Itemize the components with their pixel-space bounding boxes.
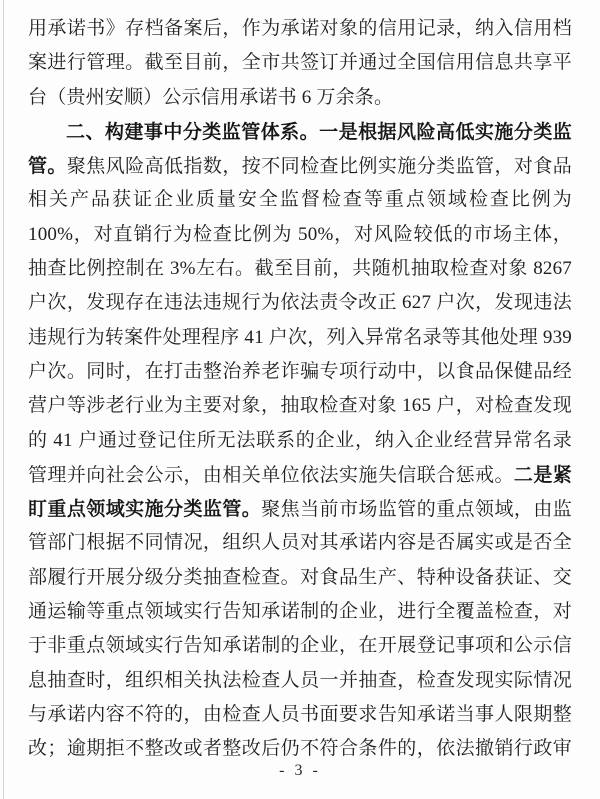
body-text: 户次。同时，在打击整治养老诈骗专项行动中，以食品保健品经: [28, 360, 572, 382]
text-line: [28, 81, 572, 115]
text-line: [28, 424, 572, 458]
body-text: 违规行为转案件处理程序 41 户次，列入异常名录等其他处理 939: [28, 326, 572, 348]
page-number: - 3 -: [279, 762, 321, 779]
body-text: 相关产品获证企业质量安全监督检查等重点领域检查比例为: [28, 189, 572, 211]
body-text: 通运输等重点领域实行告知承诺制的企业，进行全覆盖检查，对: [28, 601, 572, 623]
text-line: [28, 698, 572, 732]
body-text: 改；逾期拒不整改或者整改后仍不符合条件的，依法撤销行政审: [28, 738, 572, 760]
body-text: 的 41 户通过登记住所无法联系的企业，纳入企业经营异常名录: [28, 429, 572, 451]
body-text: 管部门根据不同情况，组织人员对其承诺内容是否属实或是否全: [28, 532, 572, 554]
body-text: 聚焦当前市场监管的重点领域，由监: [261, 499, 573, 521]
text-line: [28, 389, 572, 423]
text-line: [28, 183, 572, 217]
body-text: 用承诺书》存档备案后，作为承诺对象的信用记录，纳入信用档: [28, 18, 572, 39]
body-text: 营户等涉老行业为主要对象，抽取检查对象 165 户，对检查发现: [28, 395, 572, 417]
body-text: 户次，发现存在违法违规行为依法责令改正 627 户次，发现违法: [28, 292, 572, 314]
scan-edge-artifact: [3, 0, 4, 799]
text-line: [28, 218, 572, 252]
body-text: 息抽查时，组织相关执法检查人员一并抽查，检查发现实际情况: [28, 669, 572, 691]
body-text: 与承诺内容不符的，由检查人员书面要求告知承诺当事人限期整: [28, 703, 572, 725]
text-line: [28, 595, 572, 629]
bold-heading-text: 盯重点领域实施分类监管。: [28, 498, 262, 521]
text-line: [28, 561, 572, 595]
text-line: [28, 629, 572, 663]
body-text: 100%，对直销行为检查比例为 50%，对风险较低的市场主体，: [28, 223, 572, 245]
body-text: 管理并向社会公示，由相关单位依法实施失信联合惩戒。: [28, 464, 514, 486]
text-line: [28, 252, 572, 286]
body-text: 台（贵州安顺）公示信用承诺书 6 万余条。: [28, 86, 394, 108]
body-text: 案进行管理。截至目前，全市共签订并通过全国信用信息共享平: [28, 52, 572, 74]
text-line: [28, 664, 572, 698]
text-line: [28, 12, 572, 46]
bold-heading-text: 一是根据风险高低实施分类监: [319, 120, 572, 143]
text-line: [28, 149, 572, 183]
text-line: [28, 458, 572, 492]
body-text: 抽查比例控制在 3%左右。截至目前，共随机抽取检查对象 8267: [28, 258, 572, 280]
text-line: [28, 46, 572, 80]
body-text: 聚焦风险高低指数，按不同检查比例实施分类监管，对食品: [66, 156, 572, 178]
text-line: [28, 355, 572, 389]
body-text: 于非重点领域实行告知承诺制的企业，在开展登记事项和公示信: [28, 635, 572, 657]
text-line: [28, 286, 572, 320]
text-line: [28, 321, 572, 355]
text-line: [28, 492, 572, 526]
text-lines: [28, 12, 572, 767]
body-text: 部履行开展分级分类抽查检查。对食品生产、特种设备获证、交: [28, 566, 572, 588]
bold-heading-text: 二是紧: [513, 463, 572, 486]
text-line: [28, 115, 572, 149]
text-line: [28, 526, 572, 560]
bold-heading-text: 管。: [28, 155, 67, 178]
bold-heading-text: 二、构建事中分类监管体系。: [66, 121, 320, 143]
